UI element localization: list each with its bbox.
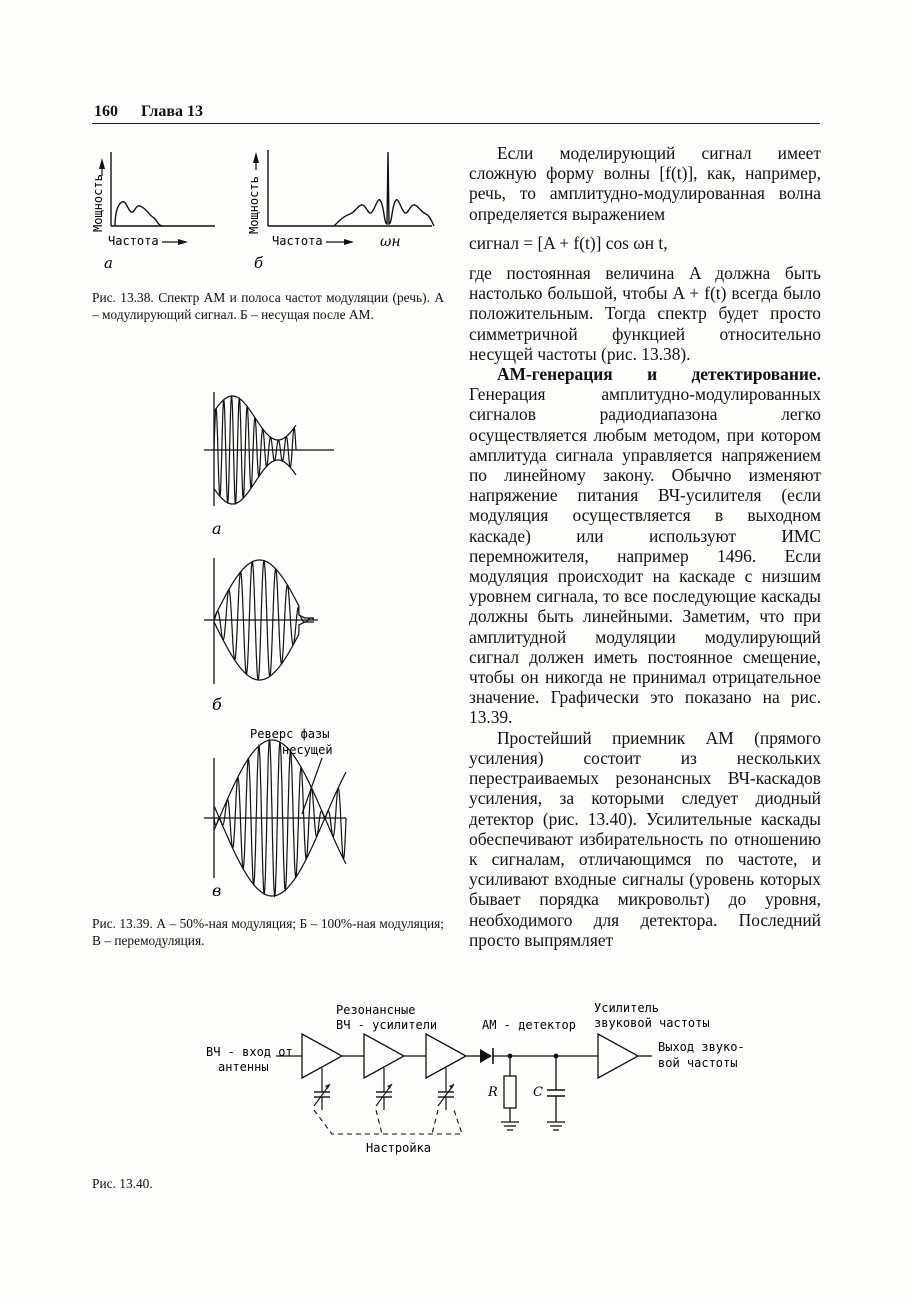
figure-13-40-caption [92, 1175, 292, 1192]
waveform-a-50-percent [204, 392, 334, 538]
figure-13-40 [196, 996, 766, 1160]
figure-13-39-caption [92, 915, 444, 949]
sublabel-b: б [254, 254, 264, 272]
caption-label: Рис. 13.39. [92, 916, 153, 931]
resonant-amps-label-line2: ВЧ - усилители [336, 1018, 438, 1032]
rf-input-label-line2: антенны [218, 1060, 269, 1074]
spectrum-plot-a [91, 152, 215, 272]
tuning-capacitor-1 [314, 1068, 330, 1110]
figure-13-38-caption [92, 289, 444, 323]
modulating-spectrum-curve [115, 202, 163, 226]
ganged-tuning-link [314, 1110, 462, 1134]
am-formula: сигнал = [A + f(t)] cos ωн t, [469, 232, 668, 253]
am-spectrum-curve [334, 152, 434, 226]
caption-text: Спектр АМ и полоса частот модуляции (речь). А – модулирующий сигнал. Б – несущая после АМ. [92, 290, 444, 322]
audio-amplifier [598, 1034, 638, 1078]
omega-carrier-label: ωн [380, 234, 401, 250]
page-header [92, 101, 820, 124]
caption-text: А – 50%-ная модуляция; Б – 100%-ная модуляция; В – перемодуляция. [92, 916, 445, 948]
caption-label: Рис. 13.38. [92, 290, 154, 305]
resonant-amps-label-line1: Резонансные [336, 1003, 416, 1017]
resistor-label: R [488, 1085, 498, 1100]
sublabel-a: a [212, 519, 222, 538]
rf-input-label-line1: ВЧ - вход от [206, 1045, 293, 1059]
filter-capacitor [547, 1056, 565, 1130]
body-text-column [469, 143, 821, 950]
caption-label: Рис. 13.40. [92, 1176, 153, 1191]
x-axis-label-a: Частота [108, 234, 159, 248]
y-axis-label-a: Мощность [91, 174, 105, 232]
phase-reversal-label-line2: несущей [282, 743, 333, 757]
capacitor-label: C [533, 1085, 543, 1100]
audio-output-label-line2: вой частоты [658, 1056, 738, 1070]
spectrum-plot-b [247, 150, 434, 272]
waveform-v-overmodulation [204, 727, 346, 900]
audio-output-label-line1: Выход звуко- [658, 1040, 745, 1054]
paragraph-2: где постоянная величина A должна быть настолько большой, чтобы A + f(t) всегда было положительным. Тогда спектр будет просто симметричной функцией относительно несущей частоты (рис. 13.38). [469, 263, 821, 364]
am-detector-label: АМ - детектор [482, 1018, 576, 1032]
tuning-capacitor-3 [438, 1068, 454, 1110]
sublabel-a: a [104, 254, 113, 272]
y-axis-label-b: Мощность [247, 176, 261, 234]
sublabel-v: в [212, 881, 222, 900]
tuning-capacitor-2 [376, 1068, 392, 1110]
detector-diode [480, 1048, 493, 1064]
sublabel-b: б [212, 695, 222, 714]
waveform-b-100-percent [204, 558, 318, 714]
figure-13-38 [88, 142, 448, 274]
paragraph-4: Простейший приемник АМ (прямого усиления) состоит из нескольких перестраиваемых резонансных ВЧ-каскадов усиления, за которыми следует диодный детектор (рис. 13.40). Усилительные каскады обеспечивают избирательность по отношению к сигналам, отличающимся по частоте, и усиливают входные сигналы (уровень которых бывает порядка микровольт) до уровня, необходимого для детектора. Последний просто выпрямляет [469, 727, 821, 950]
chapter-title: Глава 13 [141, 103, 203, 120]
audio-amp-label-line2: звуковой частоты [594, 1016, 710, 1030]
x-axis-label-b: Частота [272, 234, 323, 248]
section-heading: АМ-генерация и детектирование. [497, 364, 821, 385]
audio-amp-label-line1: Усилитель [594, 1001, 660, 1015]
phase-reversal-label-line1: Реверс фазы [250, 727, 330, 741]
paragraph-3: Генерация амплитудно-модулированных сигналов радиодиапазона легко осуществляется любым методом, при котором амплитуда сигнала управляется напряжением по линейному закону. Обычно изменяют напряжение питания ВЧ-усилителя (если модуляция осуществляется в выходном каскаде) или используют ИМС перемножителя, например 1496. Если модуляция происходит на каскаде с низшим уровнем сигнала, то все последующие каскады должны быть линейными. Заметим, что при амплитудной модуляции модулирующий сигнал должен иметь постоянное смещение, чтобы он никогда не принимал отрицательное значение. Графически это показано на рис. 13.39. [469, 384, 821, 728]
figure-13-39 [196, 388, 356, 910]
paragraph-1: Если моделирующий сигнал имеет сложную форму волны [f(t)], как, например, речь, то амплитудно-модулированная волна определяется выражением [469, 143, 821, 224]
load-resistor [501, 1056, 519, 1130]
tuning-label: Настройка [366, 1141, 432, 1155]
page-number: 160 [94, 103, 118, 120]
